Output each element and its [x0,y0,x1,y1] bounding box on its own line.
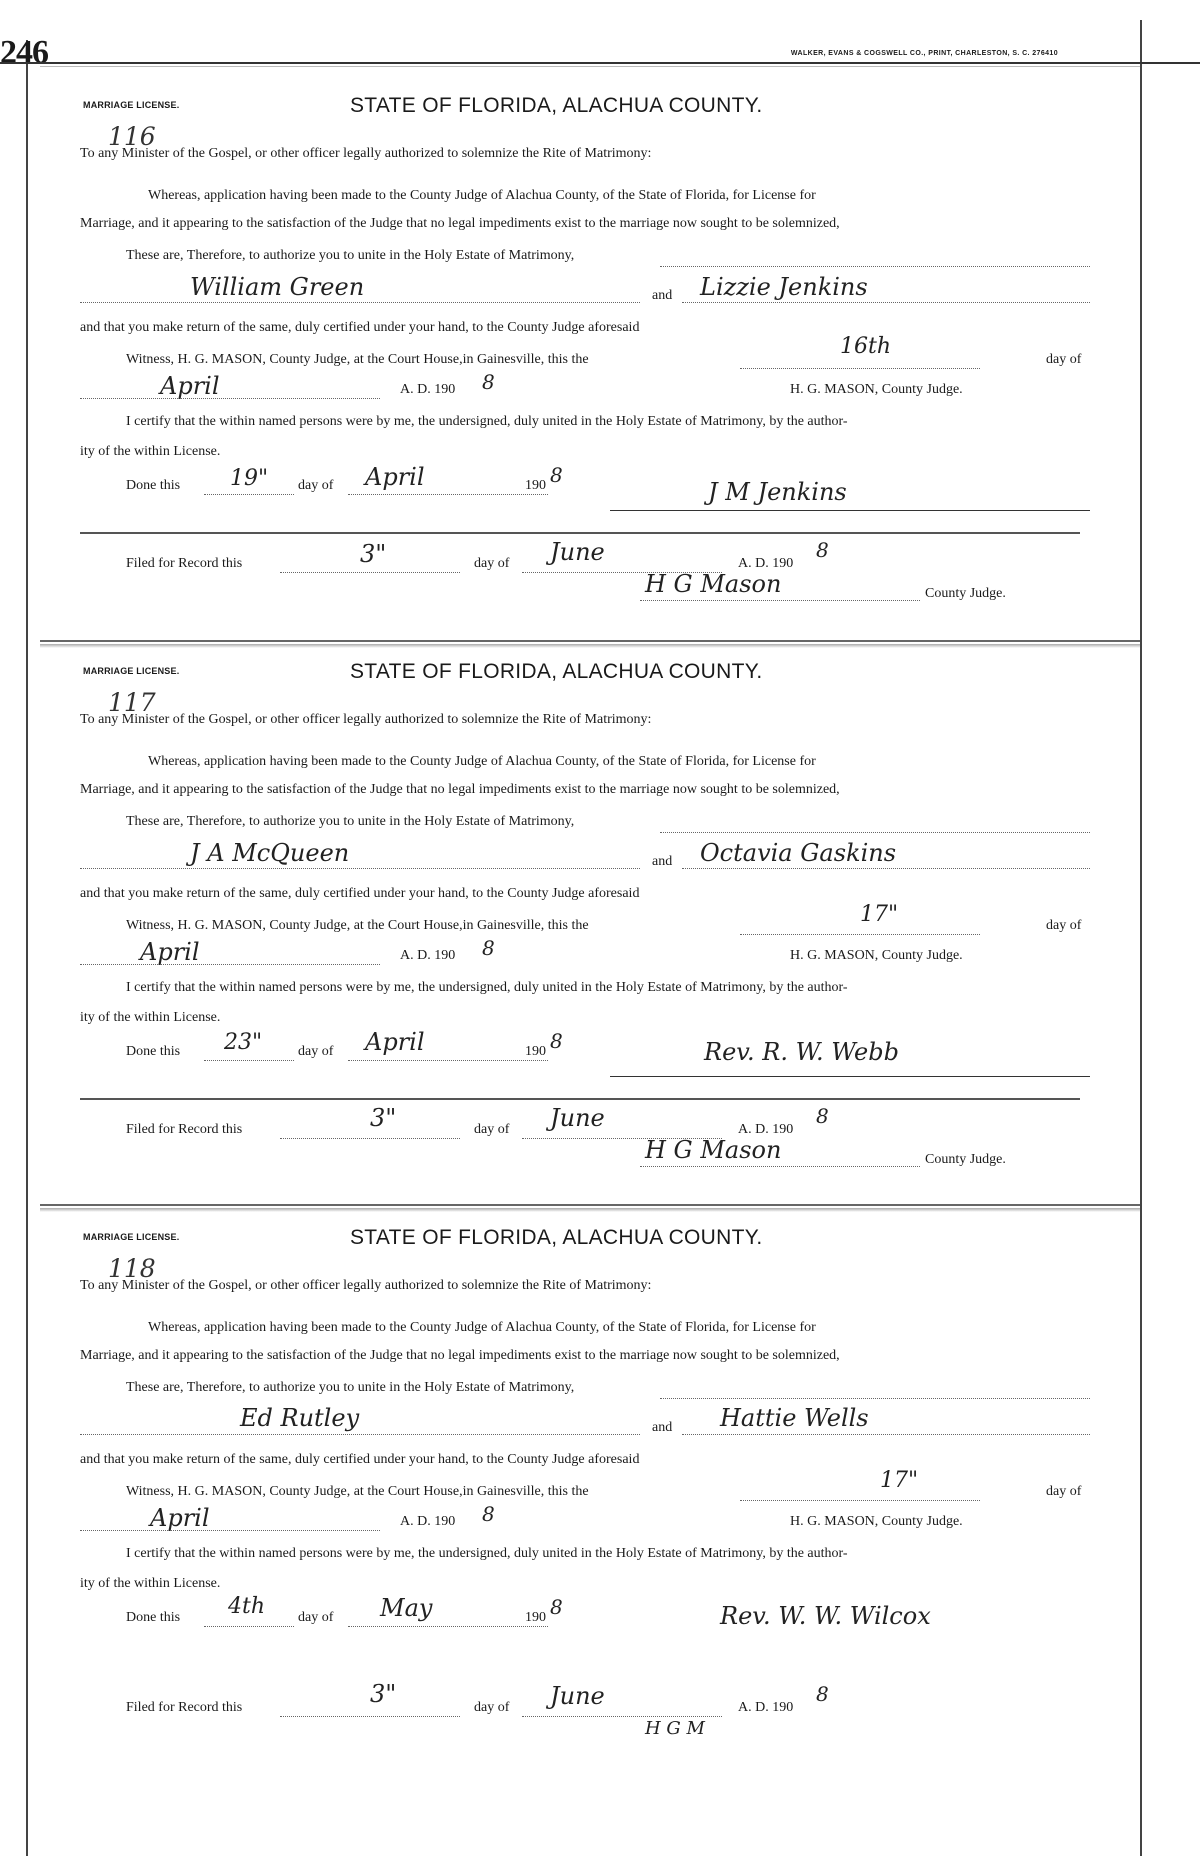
whereas-line-2: Marriage, and it appearing to the satisfaction of the Judge that no legal impediments exist to the marriage now sought to be solemnized, [80,216,840,231]
filed-by-signature: H G Mason [645,1136,782,1164]
right-margin-rule [1140,20,1142,1856]
issue-day-rule [740,368,980,369]
return-line: and that you make return of the same, duly certified under your hand, to the County Judge aforesaid [80,320,640,335]
done-day: 23" [224,1030,263,1055]
filed-by-signature: H G Mason [645,570,782,598]
filed-day-rule [280,1138,460,1139]
license-label: MARRIAGE LICENSE. [83,666,180,676]
issue-month: April [160,372,220,400]
done-day-of-label: day of [298,1610,334,1625]
county-judge-label: County Judge. [925,1152,1006,1167]
and-label: and [652,288,673,303]
issue-year-digit: 8 [482,1502,495,1526]
filed-year-digit: 8 [816,538,829,562]
issue-month: April [140,938,200,966]
day-of-label: day of [1046,352,1082,367]
license-number: 117 [108,688,156,717]
certify-line-1: I certify that the within named persons were by me, the undersigned, duly united in the Holy Estate of Matrimony, by the author- [126,980,848,995]
groom-field-rule [80,868,640,869]
done-year-digit: 8 [550,463,563,487]
officiant-signature: Rev. R. W. Webb [704,1038,899,1066]
license-label: MARRIAGE LICENSE. [83,100,180,110]
bride-name: Hattie Wells [720,1404,869,1432]
day-of-label: day of [1046,1484,1082,1499]
authorize-line: These are, Therefore, to authorize you to unite in the Holy Estate of Matrimony, [126,1380,575,1395]
filed-section-rule [80,1098,1080,1100]
done-day-rule [204,494,294,495]
license-number: 118 [108,1254,156,1283]
bride-name: Lizzie Jenkins [700,273,868,301]
done-month-rule [348,494,548,495]
filed-by-rule [640,1166,920,1167]
bride-field-rule [682,1434,1090,1435]
top-rule-shadow [40,66,1140,67]
filed-day-of-label: day of [474,556,510,571]
done-month: May [380,1594,433,1622]
dotted-rule [660,832,1090,833]
whereas-line-1: Whereas, application having been made to the County Judge of Alachua County, of the State of Florida, for License for [148,754,816,769]
filed-section-rule [80,532,1080,534]
county-judge-label: County Judge. [925,586,1006,601]
issue-day-rule [740,1500,980,1501]
done-day: 4th [228,1594,266,1619]
certify-line-2: ity of the within License. [80,444,221,459]
and-label: and [652,1420,673,1435]
page-number: 246 [0,34,48,71]
left-margin-rule [26,40,28,1856]
witness-line: Witness, H. G. MASON, County Judge, at the Court House,in Gainesville, this the [126,1484,589,1499]
ad-label: A. D. 190 [400,948,456,963]
filed-month-rule [522,1716,722,1717]
license-number: 116 [108,122,156,151]
certify-line-1: I certify that the within named persons were by me, the undersigned, duly united in the Holy Estate of Matrimony, by the author- [126,1546,848,1561]
filed-year-digit: 8 [816,1104,829,1128]
groom-field-rule [80,1434,640,1435]
issue-day: 16th [840,334,892,359]
printer-imprint: WALKER, EVANS & COGSWELL CO., PRINT, CHARLESTON, S. C. 276410 [790,50,1058,57]
certify-line-2: ity of the within License. [80,1576,221,1591]
issue-day-rule [740,934,980,935]
filed-ad-label: A. D. 190 [738,1122,794,1137]
filed-label: Filed for Record this [126,1700,243,1715]
done-month: April [365,463,425,491]
filed-month: June [550,1104,605,1132]
judge-signature-line: H. G. MASON, County Judge. [790,948,963,963]
done-month-rule [348,1626,548,1627]
license-label: MARRIAGE LICENSE. [83,1232,180,1242]
judge-signature-line: H. G. MASON, County Judge. [790,382,963,397]
top-rule [0,62,1200,64]
done-day-of-label: day of [298,1044,334,1059]
filed-day: 3" [360,540,387,568]
license-header: STATE OF FLORIDA, ALACHUA COUNTY. [350,1226,763,1249]
groom-field-rule [80,302,640,303]
done-year-digit: 8 [550,1595,563,1619]
certify-line-2: ity of the within License. [80,1010,221,1025]
issue-day: 17" [880,1468,919,1493]
whereas-line-2: Marriage, and it appearing to the satisfaction of the Judge that no legal impediments exist to the marriage now sought to be solemnized, [80,782,840,797]
filed-year-digit: 8 [816,1682,829,1706]
witness-line: Witness, H. G. MASON, County Judge, at the Court House,in Gainesville, this the [126,918,589,933]
done-day: 19" [230,466,269,491]
done-day-rule [204,1060,294,1061]
officiant-signature: J M Jenkins [708,478,847,506]
filed-day-rule [280,572,460,573]
bride-field-rule [682,868,1090,869]
filed-day-rule [280,1716,460,1717]
done-day-rule [204,1626,294,1627]
day-of-label: day of [1046,918,1082,933]
return-line: and that you make return of the same, duly certified under your hand, to the County Judge aforesaid [80,886,640,901]
dotted-rule [660,1398,1090,1399]
done-year-prefix: 190 [525,1044,546,1059]
ad-label: A. D. 190 [400,382,456,397]
done-month: April [365,1028,425,1056]
issue-month: April [150,1504,210,1532]
license-header: STATE OF FLORIDA, ALACHUA COUNTY. [350,660,763,683]
marriage-license-116 [80,80,1100,646]
address-line: To any Minister of the Gospel, or other officer legally authorized to solemnize the Rite of Matrimony: [80,146,652,161]
done-year-prefix: 190 [525,1610,546,1625]
dotted-rule [660,266,1090,267]
groom-name: William Green [190,273,365,301]
officiant-line [610,1076,1090,1077]
whereas-line-1: Whereas, application having been made to the County Judge of Alachua County, of the State of Florida, for License for [148,1320,816,1335]
return-line: and that you make return of the same, duly certified under your hand, to the County Judge aforesaid [80,1452,640,1467]
bride-field-rule [682,302,1090,303]
whereas-line-1: Whereas, application having been made to the County Judge of Alachua County, of the State of Florida, for License for [148,188,816,203]
filed-ad-label: A. D. 190 [738,556,794,571]
done-this-label: Done this [126,478,181,493]
groom-name: J A McQueen [190,839,350,867]
filed-month: June [550,1682,605,1710]
done-day-of-label: day of [298,478,334,493]
marriage-license-117 [80,646,1100,1212]
address-line: To any Minister of the Gospel, or other officer legally authorized to solemnize the Rite of Matrimony: [80,712,652,727]
filed-label: Filed for Record this [126,556,243,571]
issue-year-digit: 8 [482,936,495,960]
issue-month-rule [80,964,380,965]
filed-day-of-label: day of [474,1700,510,1715]
groom-name: Ed Rutley [240,1404,360,1432]
whereas-line-2: Marriage, and it appearing to the satisfaction of the Judge that no legal impediments exist to the marriage now sought to be solemnized, [80,1348,840,1363]
filed-day-of-label: day of [474,1122,510,1137]
filed-by-signature: H G M [645,1718,705,1739]
issue-month-rule [80,1530,380,1531]
certify-line-1: I certify that the within named persons were by me, the undersigned, duly united in the Holy Estate of Matrimony, by the author- [126,414,848,429]
license-header: STATE OF FLORIDA, ALACHUA COUNTY. [350,94,763,117]
filed-label: Filed for Record this [126,1122,243,1137]
bride-name: Octavia Gaskins [700,839,897,867]
and-label: and [652,854,673,869]
done-this-label: Done this [126,1044,181,1059]
issue-day: 17" [860,902,899,927]
issue-month-rule [80,398,380,399]
filed-day: 3" [370,1680,397,1708]
filed-month: June [550,538,605,566]
authorize-line: These are, Therefore, to authorize you to unite in the Holy Estate of Matrimony, [126,814,575,829]
issue-year-digit: 8 [482,370,495,394]
done-year-prefix: 190 [525,478,546,493]
officiant-line [610,510,1090,511]
filed-day: 3" [370,1104,397,1132]
done-year-digit: 8 [550,1029,563,1053]
ad-label: A. D. 190 [400,1514,456,1529]
authorize-line: These are, Therefore, to authorize you to unite in the Holy Estate of Matrimony, [126,248,575,263]
address-line: To any Minister of the Gospel, or other officer legally authorized to solemnize the Rite of Matrimony: [80,1278,652,1293]
filed-ad-label: A. D. 190 [738,1700,794,1715]
done-this-label: Done this [126,1610,181,1625]
witness-line: Witness, H. G. MASON, County Judge, at the Court House,in Gainesville, this the [126,352,589,367]
marriage-license-118 [80,1212,1100,1778]
judge-signature-line: H. G. MASON, County Judge. [790,1514,963,1529]
done-month-rule [348,1060,548,1061]
filed-by-rule [640,600,920,601]
officiant-signature: Rev. W. W. Wilcox [720,1602,931,1630]
